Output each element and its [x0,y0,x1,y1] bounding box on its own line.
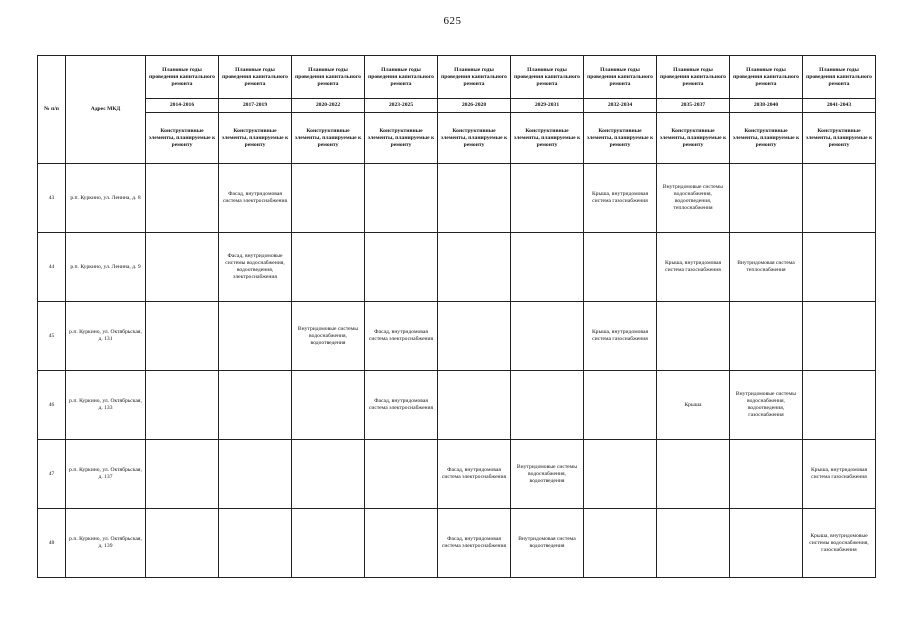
table-row [38,371,876,440]
header-year-9: 2041-2043 [803,99,876,113]
header-elements-0: Конструктивные элементы, планируемые к ремонту [146,113,219,164]
row-cell-5 [511,164,584,233]
row-cell-4 [438,302,511,371]
header-year-7: 2035-2037 [657,99,730,113]
header-year-6: 2032-2034 [584,99,657,113]
row-cell-0 [146,440,219,509]
row-cell-8 [730,164,803,233]
header-elements-7: Конструктивные элементы, планируемые к ремонту [657,113,730,164]
row-cell-1: Фасад, внутридомовые системы водоснабжения, водоотведения, электроснабжения [219,233,292,302]
row-cell-1: Фасад, внутридомовая система электроснабжения [219,164,292,233]
row-cell-3 [365,233,438,302]
row-cell-6: Крыша, внутридомовая система газоснабжения [584,164,657,233]
repair-schedule-table [37,55,876,578]
header-planned-6: Плановые годы проведения капитального ремонта [584,56,657,99]
row-cell-7: Крыша [657,371,730,440]
row-address: р.п. Куркино, ул. Октябрьская, д. 133 [66,371,146,440]
header-year-0: 2014-2016 [146,99,219,113]
header-elements-2: Конструктивные элементы, планируемые к ремонту [292,113,365,164]
table-row [38,509,876,578]
header-row-planned [38,56,876,99]
row-cell-5: Внутридомовые системы водоснабжения, водоотведения [511,440,584,509]
row-address: р.п. Куркино, ул. Ленина, д. 9 [66,233,146,302]
row-cell-6 [584,440,657,509]
header-elements-3: Конструктивные элементы, планируемые к ремонту [365,113,438,164]
header-elements-6: Конструктивные элементы, планируемые к ремонту [584,113,657,164]
header-row-years [38,99,876,113]
row-number: 44 [38,233,66,302]
row-cell-3 [365,440,438,509]
row-cell-7 [657,302,730,371]
row-cell-3 [365,164,438,233]
row-cell-7 [657,509,730,578]
row-address: р.п. Куркино, ул. Ленина, д. 8 [66,164,146,233]
row-cell-9 [803,233,876,302]
row-cell-2 [292,164,365,233]
row-number: 48 [38,509,66,578]
table-row [38,440,876,509]
row-cell-7: Внутридомовые системы водоснабжения, водоотведения, теплоснабжения [657,164,730,233]
row-cell-2 [292,371,365,440]
table-row [38,164,876,233]
row-cell-9 [803,302,876,371]
row-cell-4: Фасад, внутридомовая система электроснабжения [438,509,511,578]
row-cell-2: Внутридомовые системы водоснабжения, водоотведения [292,302,365,371]
header-planned-0: Плановые годы проведения капитального ремонта [146,56,219,99]
row-cell-2 [292,509,365,578]
row-cell-4 [438,233,511,302]
row-cell-9: Крыша, внутридомовая система газоснабжения [803,440,876,509]
row-cell-8 [730,440,803,509]
row-cell-2 [292,233,365,302]
row-address: р.п. Куркино, ул. Октябрьская, д. 139 [66,509,146,578]
header-row-elements [38,113,876,164]
header-planned-5: Плановые годы проведения капитального ремонта [511,56,584,99]
row-cell-0 [146,164,219,233]
row-number: 45 [38,302,66,371]
header-num: № п/п [38,56,66,164]
header-elements-5: Конструктивные элементы, планируемые к ремонту [511,113,584,164]
row-cell-4 [438,371,511,440]
row-cell-8: Внутридомовая система теплоснабжения [730,233,803,302]
row-cell-3: Фасад, внутридомовая система электроснабжения [365,371,438,440]
row-cell-5: Внутридомовая система водоотведения [511,509,584,578]
row-cell-4 [438,164,511,233]
row-cell-1 [219,302,292,371]
row-cell-0 [146,233,219,302]
header-planned-7: Плановые годы проведения капитального ремонта [657,56,730,99]
row-cell-3: Фасад, внутридомовая система электроснабжения [365,302,438,371]
row-cell-6 [584,371,657,440]
row-cell-5 [511,371,584,440]
row-cell-5 [511,233,584,302]
row-cell-1 [219,371,292,440]
header-elements-4: Конструктивные элементы, планируемые к ремонту [438,113,511,164]
row-cell-6 [584,509,657,578]
row-cell-9: Крыша, внутридомовые системы водоснабжения, газоснабжения [803,509,876,578]
header-planned-9: Плановые годы проведения капитального ремонта [803,56,876,99]
header-planned-2: Плановые годы проведения капитального ремонта [292,56,365,99]
header-elements-8: Конструктивные элементы, планируемые к ремонту [730,113,803,164]
row-cell-6: Крыша, внутридомовая система газоснабжения [584,302,657,371]
row-cell-5 [511,302,584,371]
header-planned-4: Плановые годы проведения капитального ремонта [438,56,511,99]
page-number: 625 [443,15,462,27]
row-cell-0 [146,371,219,440]
row-cell-8: Внутридомовые системы водоснабжения, водоотведения, газоснабжения [730,371,803,440]
row-cell-6 [584,233,657,302]
header-elements-1: Конструктивные элементы, планируемые к ремонту [219,113,292,164]
row-cell-1 [219,440,292,509]
row-cell-0 [146,302,219,371]
table-row [38,233,876,302]
header-planned-3: Плановые годы проведения капитального ремонта [365,56,438,99]
header-year-4: 2026-2028 [438,99,511,113]
row-cell-3 [365,509,438,578]
row-cell-1 [219,509,292,578]
row-address: р.п. Куркино, ул. Октябрьская, д. 131 [66,302,146,371]
row-cell-0 [146,509,219,578]
row-cell-7: Крыша, внутридомовая система газоснабжения [657,233,730,302]
row-number: 43 [38,164,66,233]
header-year-8: 2038-2040 [730,99,803,113]
header-year-2: 2020-2022 [292,99,365,113]
row-number: 47 [38,440,66,509]
header-elements-9: Конструктивные элементы, планируемые к ремонту [803,113,876,164]
row-cell-4: Фасад, внутридомовая система электроснабжения [438,440,511,509]
header-year-3: 2023-2025 [365,99,438,113]
header-year-1: 2017-2019 [219,99,292,113]
row-address: р.п. Куркино, ул. Октябрьская, д. 137 [66,440,146,509]
header-address: Адрес МКД [66,56,146,164]
header-year-5: 2029-2031 [511,99,584,113]
row-cell-8 [730,509,803,578]
header-planned-8: Плановые годы проведения капитального ремонта [730,56,803,99]
row-cell-2 [292,440,365,509]
row-number: 46 [38,371,66,440]
row-cell-7 [657,440,730,509]
row-cell-9 [803,371,876,440]
row-cell-8 [730,302,803,371]
header-planned-1: Плановые годы проведения капитального ремонта [219,56,292,99]
row-cell-9 [803,164,876,233]
table-row [38,302,876,371]
